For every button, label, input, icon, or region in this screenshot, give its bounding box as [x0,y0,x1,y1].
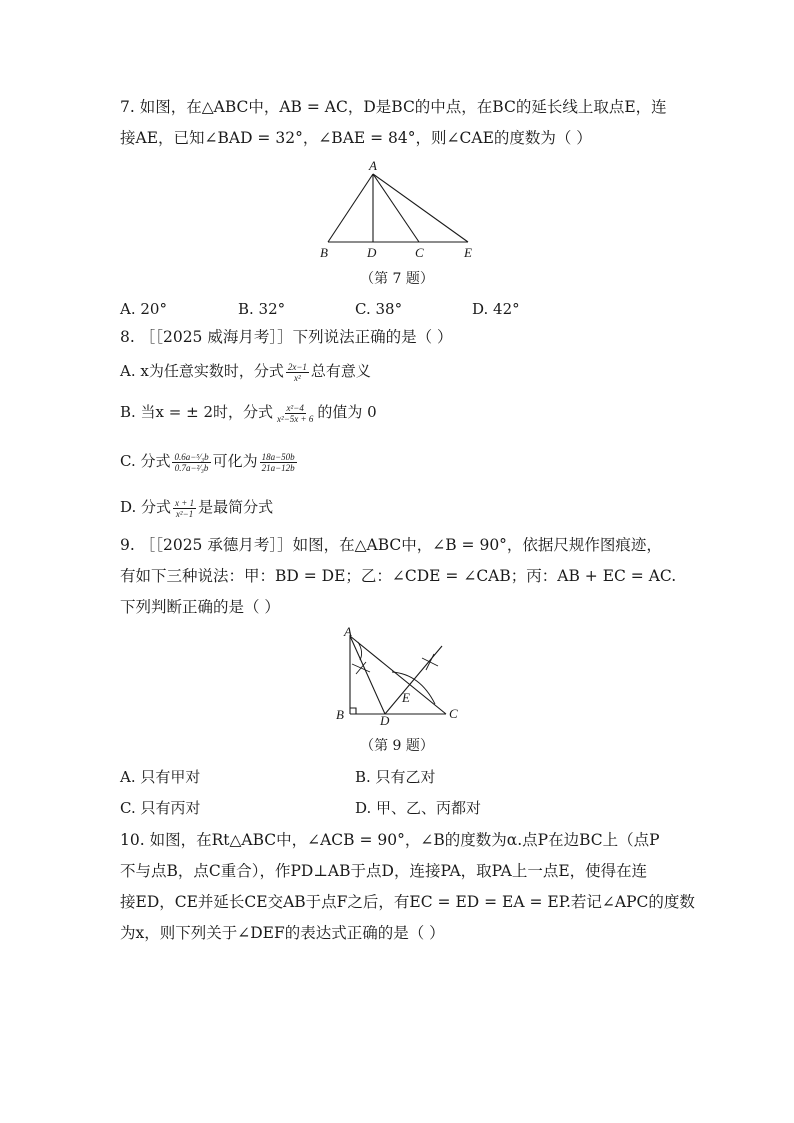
q9-option-d: D. 甲、乙、丙都对 [355,799,482,817]
q9-label-a: A [344,624,352,639]
q7-label-b: B [320,245,328,260]
q7-label-d: D [367,245,377,260]
q7-segment-ae [373,174,468,242]
q10-stem-line4: 为x，则下列关于∠DEF的表达式正确的是（ ） [120,924,445,942]
q9-stem-line2: 有如下三种说法：甲：BD = DE；乙：∠CDE = ∠CAB；丙：AB + EC = AC. [120,567,677,585]
q9-right-angle-mark [350,708,356,714]
q8-c-fraction-2: $\frac{18a-50b}{21a-12b}$ [261,451,295,473]
q8-c-pre: C. 分式 [120,452,171,470]
q8-a-post: 总有意义 [310,362,371,380]
q8-option-d [120,497,273,519]
q7-figure [316,158,481,262]
q7-label-a: A [369,158,377,173]
q9-option-c: C. 只有丙对 [120,799,201,817]
q8-d-post: 是最简分式 [198,498,274,516]
q9-stem-line1: 9. ［［2025 承德月考］］如图，在△ABC中，∠B = 90°，依据尺规作图痕迹， [120,536,662,554]
q8-c-fraction-1: $\frac{\text{0.6a−⁵⁄₃b}}{\text{0.7a−²⁄₃b}}$ [174,451,209,473]
q8-d-pre: D. 分式 [120,498,172,516]
q10-stem-line1: 10. 如图，在Rt△ABC中，∠ACB = 90°，∠B的度数为α.点P在边BC上（点P [120,831,660,849]
q9-option-b: B. 只有乙对 [355,768,436,786]
q9-caption: （第 9 题） [360,738,434,754]
q8-option-a [120,361,371,383]
q8-d-fraction: $\frac{x + 1}{\text{x²−1}}$ [175,497,195,519]
q9-label-e: E [402,690,410,705]
q10-stem-line2: 不与点B，点C重合），作PD⊥AB于点D，连接PA，取PA上一点E，使得在连 [120,862,648,880]
q8-option-b [120,402,377,424]
q8-stem: 8. ［［2025 威海月考］］下列说法正确的是（ ） [120,328,453,346]
q7-option-a: A. 20° [120,300,167,318]
q9-label-b: B [336,707,344,722]
q9-cross-mark-left [352,662,370,674]
q7-option-d: D. 42° [472,300,520,318]
q8-b-fraction: $\frac{\text{x²−4}}{\text{x²−5x + 6}}$ [277,402,314,424]
q7-label-e: E [464,245,472,260]
q8-b-pre: B. 当x = ± 2时，分式 [120,403,274,421]
q9-option-a: A. 只有甲对 [120,768,201,786]
q9-segment-ac [350,636,446,714]
q9-stem-line3: 下列判断正确的是（ ） [120,598,280,616]
q9-label-d: D [380,713,390,728]
q7-caption: （第 7 题） [360,271,434,287]
q8-a-fraction: $\frac{2x-1}{\text{x²}}$ [287,361,307,383]
q9-figure [330,624,470,730]
q7-option-b: B. 32° [238,300,286,318]
q7-segment-ac [373,174,419,242]
q8-a-pre: A. x为任意实数时，分式 [120,362,284,380]
q9-segment-ad [350,636,385,714]
q8-c-mid: 可化为 [212,452,258,470]
q8-option-c [120,451,299,473]
q7-label-c: C [415,245,424,260]
q8-b-post: 的值为 0 [317,403,377,421]
q9-label-c: C [449,706,458,721]
q7-segment-ab [328,174,373,242]
q7-stem-line2: 接AE，已知∠BAD = 32°，∠BAE = 84°，则∠CAE的度数为（ ） [120,129,592,147]
q7-option-c: C. 38° [355,300,403,318]
q10-stem-line3: 接ED，CE并延长CE交AB于点F之后，有EC = ED = EA = EP.若记∠APC的度数 [120,893,695,911]
q7-stem-line1: 7. 如图，在△ABC中，AB = AC，D是BC的中点，在BC的延长线上取点E，连 [120,98,667,116]
